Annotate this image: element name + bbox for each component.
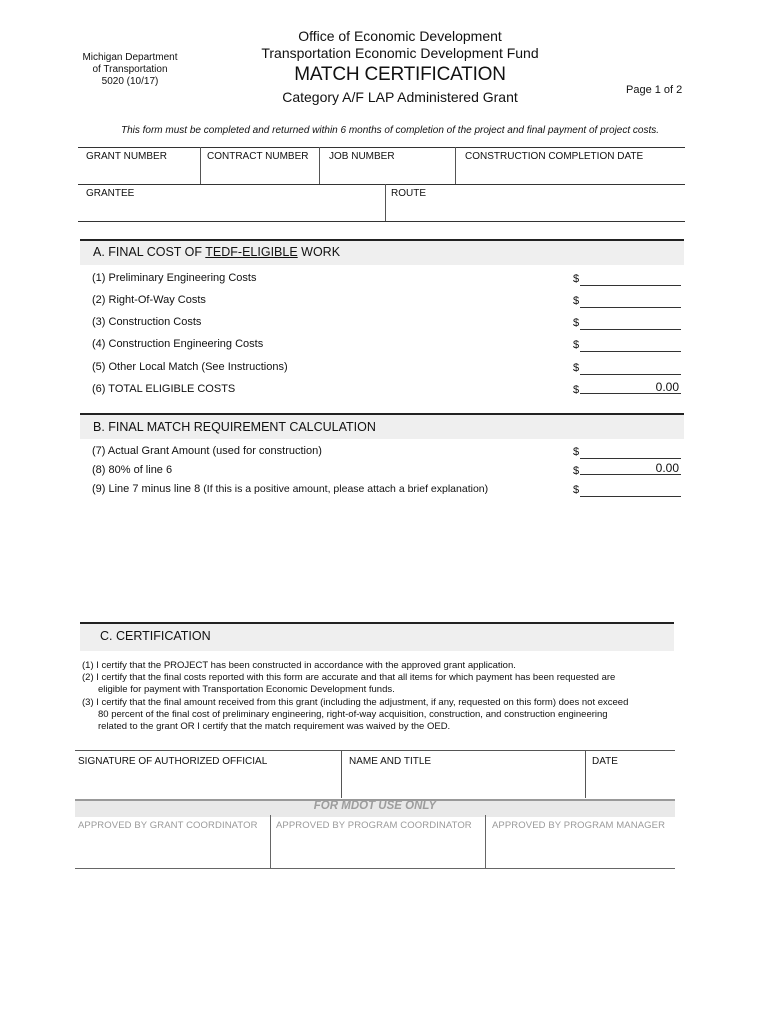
currency-symbol: $ [573,446,580,458]
info-grid-mid-border [78,184,685,185]
line-7-amount-field[interactable] [580,445,681,459]
certification-statement: (3) I certify that the final amount received from this grant (including the adjustment, if any, requested on this form) does not exceed [82,696,629,708]
section-b-title: B. FINAL MATCH REQUIREMENT CALCULATION [93,420,376,434]
mdot-row-divider [270,815,271,868]
line-2-label: (2) Right-Of-Way Costs [92,294,206,306]
line-2-amount-field[interactable] [580,294,681,308]
grant-number-field[interactable]: GRANT NUMBER [86,151,167,162]
currency-symbol: $ [573,273,580,285]
signature-row-divider [341,750,342,798]
office-name: Office of Economic Development [298,28,502,44]
certification-statement: 80 percent of the final cost of preliminary engineering, right-of-way acquisition, construction, and construction engineering [98,708,608,720]
info-grid-divider [385,184,386,221]
currency-symbol: $ [573,362,580,374]
certification-statement: (1) I certify that the PROJECT has been constructed in accordance with the approved grant application. [82,660,516,671]
certification-statements [82,660,682,733]
program-manager-approval-field[interactable]: APPROVED BY PROGRAM MANAGER [492,820,666,831]
line-8-label: (8) 80% of line 6 [92,464,173,476]
info-grid-divider [319,147,320,184]
line-1-label: (1) Preliminary Engineering Costs [92,272,257,284]
agency-name-line1: Michigan Department [82,52,178,63]
line-3-amount-field[interactable] [580,316,681,330]
info-grid-divider [200,147,201,184]
agency-name-line2: of Transportation [92,64,168,75]
route-field[interactable]: ROUTE [391,188,426,199]
info-grid-top-border [78,147,685,148]
info-grid-bottom-border [78,221,685,222]
currency-symbol: $ [573,317,580,329]
certification-statement: (2) I certify that the final costs reported with this form are accurate and that all items for which payment has been requested are [82,672,616,684]
currency-symbol: $ [573,465,580,477]
line-4-amount-field[interactable] [580,338,681,352]
line-5-label: (5) Other Local Match (See Instructions) [92,361,288,373]
line-9-label: (9) Line 7 minus line 8 (If this is a positive amount, please attach a brief explanation) [92,483,489,495]
section-a-title: A. FINAL COST OF TEDF-ELIGIBLE WORK [93,245,341,259]
line-6-label: (6) TOTAL ELIGIBLE COSTS [92,383,236,395]
line-3-label: (3) Construction Costs [92,316,202,328]
job-number-field[interactable]: JOB NUMBER [329,151,395,162]
mdot-use-only-title: FOR MDOT USE ONLY [313,800,437,812]
grant-coordinator-approval-field[interactable]: APPROVED BY GRANT COORDINATOR [78,820,258,831]
form-number: 5020 (10/17) [101,76,159,87]
line-9-amount-field[interactable] [580,483,681,497]
certification-statement: eligible for payment with Transportation Economic Development funds. [98,684,395,696]
page-number: Page 1 of 2 [626,84,683,96]
currency-symbol: $ [573,384,580,396]
mdot-row-bottom-border [75,868,675,869]
info-grid-divider [455,147,456,184]
certification-statement: related to the grant OR I certify that the match requirement was waived by the OED. [98,721,451,733]
instruction-text: This form must be completed and returned within 6 months of completion of the project and final payment of project costs. [120,125,660,136]
line-6-total-field: 0.00 [580,380,681,394]
mdot-row-divider [485,815,486,868]
currency-symbol: $ [573,339,580,351]
line-8-amount-field: 0.00 [580,461,681,475]
completion-date-field[interactable]: CONSTRUCTION COMPLETION DATE [465,151,644,162]
signature-field[interactable]: SIGNATURE OF AUTHORIZED OFFICIAL [78,756,268,767]
contract-number-field[interactable]: CONTRACT NUMBER [207,151,309,162]
currency-symbol: $ [573,484,580,496]
line-7-label: (7) Actual Grant Amount (used for construction) [92,445,322,457]
section-c-title: C. CERTIFICATION [100,629,211,643]
currency-symbol: $ [573,295,580,307]
grantee-field[interactable]: GRANTEE [86,188,135,199]
fund-name: Transportation Economic Development Fund [261,45,539,61]
form-category: Category A/F LAP Administered Grant [282,89,518,105]
line-5-amount-field[interactable] [580,361,681,375]
line-4-label: (4) Construction Engineering Costs [92,338,264,350]
signature-row-divider [585,750,586,798]
form-title: MATCH CERTIFICATION [294,64,506,85]
program-coordinator-approval-field[interactable]: APPROVED BY PROGRAM COORDINATOR [276,820,472,831]
name-title-field[interactable]: NAME AND TITLE [349,756,432,767]
line-1-amount-field[interactable] [580,272,681,286]
date-field[interactable]: DATE [592,756,618,767]
agency-block [70,52,190,88]
